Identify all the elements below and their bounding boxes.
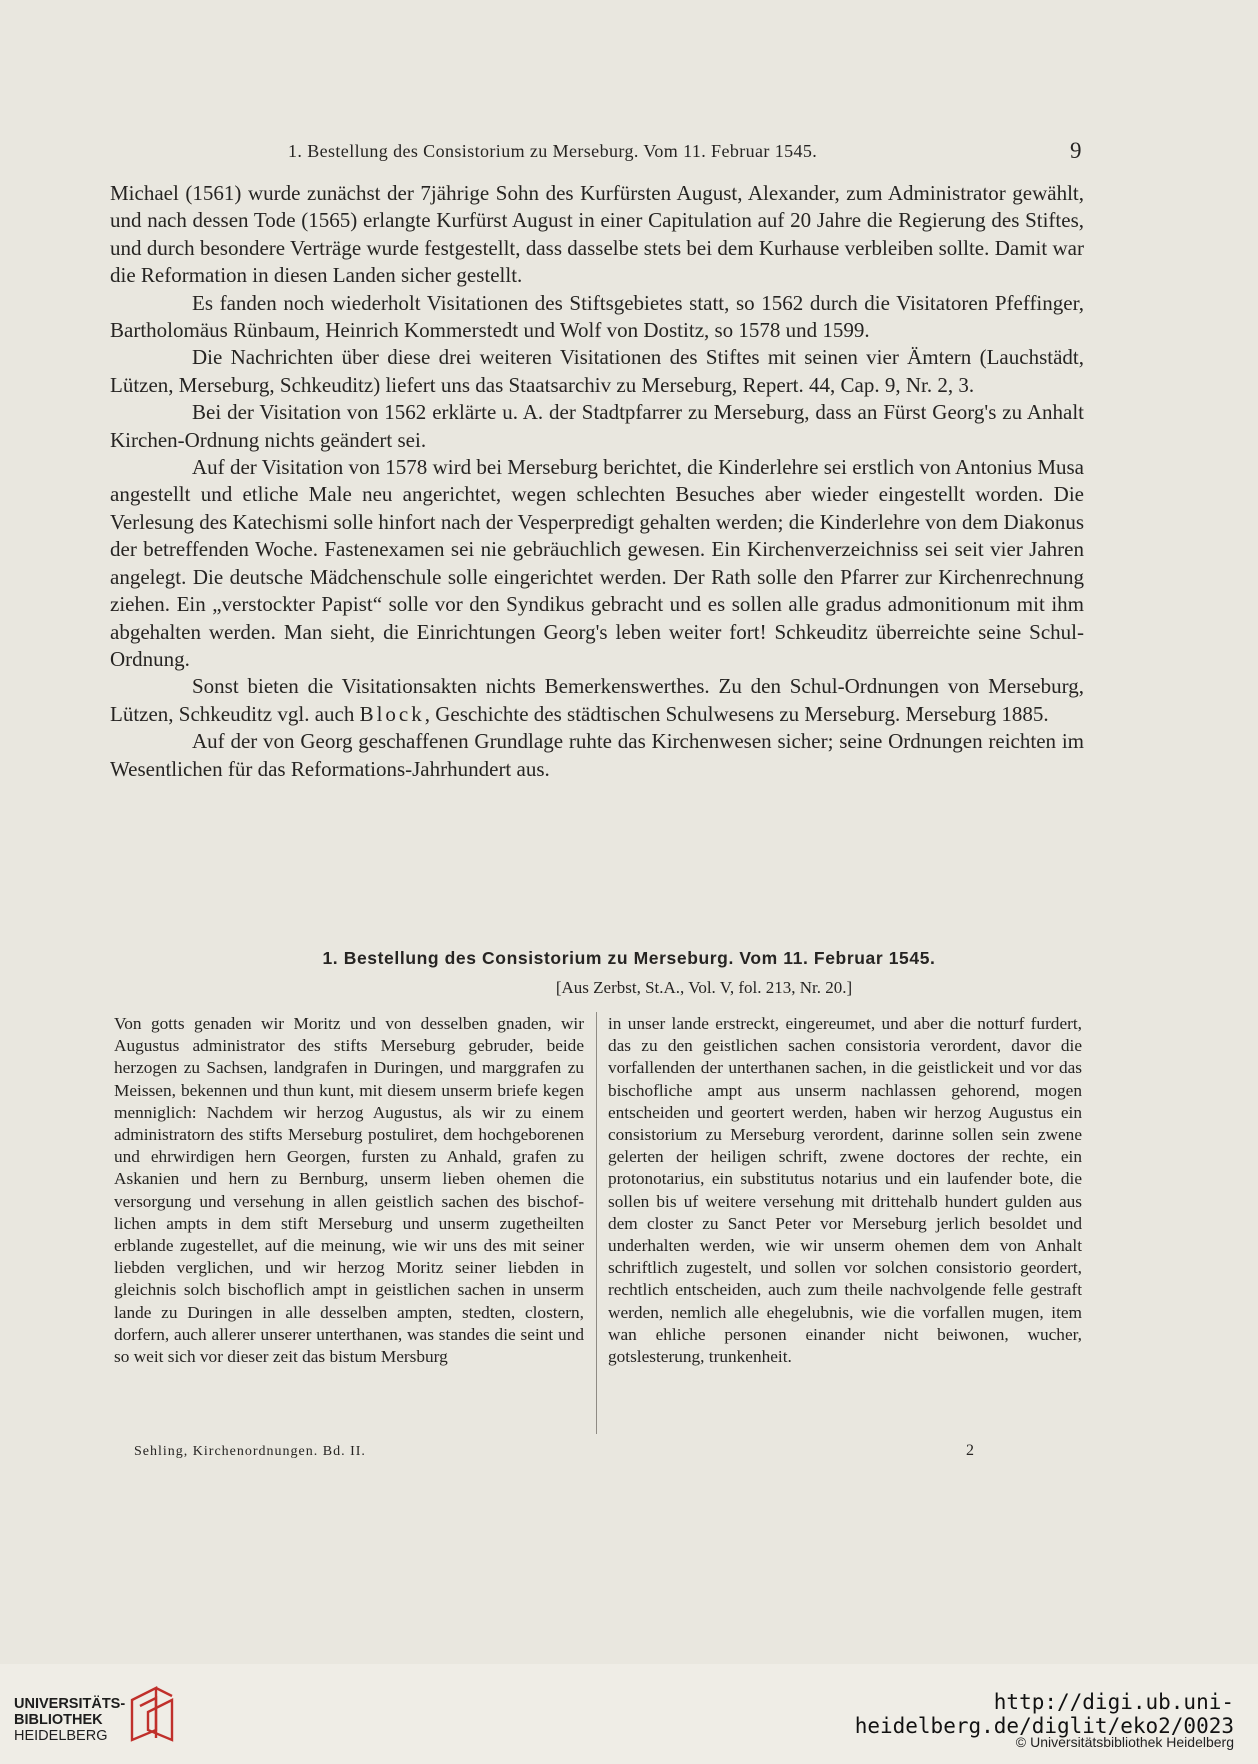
paragraph: Auf der von Georg geschaffenen Grundlage ruhte das Kirchenwesen sicher; seine Ordnungen reichten im Wesentlichen für das Reformations-Jahrhundert aus.: [110, 729, 1084, 781]
column-divider: [596, 1012, 597, 1434]
left-column: [114, 1013, 584, 1368]
logo-line: UNIVERSITÄTS-: [14, 1696, 126, 1712]
paragraph-text: Sonst bieten die Visitationsakten nichts Bemerkenswerthes. Zu den Schul-Ordnungen von Merseburg, Lützen, Schkeuditz vgl. auch: [110, 674, 1084, 726]
copyright-icon: ©: [1015, 1734, 1027, 1750]
section-source: [Aus Zerbst, St.A., Vol. V, fol. 213, Nr. 20.]: [555, 978, 853, 997]
paragraph: [110, 673, 1084, 728]
paragraph-text: , Geschichte des städtischen Schulwesens zu Merseburg. Merseburg 1885.: [424, 701, 1049, 726]
running-head: 1. Bestellung des Consistorium zu Merseburg. Vom 11. Februar 1545.: [288, 141, 818, 161]
library-logo-text: [14, 1696, 125, 1744]
right-column: [608, 1013, 1082, 1368]
paragraph: Die Nachrichten über diese drei weiteren Visitationen des Stiftes mit seinen vier Ämtern (Lauchstädt, Lützen, Merseburg, Schkeuditz) liefert uns das Staatsarchiv zu Merseburg, Repert. 44, Cap. 9, Nr. 2, 3.: [110, 345, 1084, 397]
paragraph: Michael (1561) wurde zunächst der 7jährige Sohn des Kurfürsten August, Alexander, zum Administrator gewählt, und nach dessen Tode (1565) erlangte Kurfürst August in einer Capitulation auf 20 Jahre die Regierung des Stiftes, und durch besondere Verträge wurde festgestellt, dass dasselbe stets bei dem Kurhause verbleiben sollte. Damit war die Reformation in diesen Landen sicher gestellt.: [110, 181, 1084, 288]
paragraph: Es fanden noch wiederholt Visitationen des Stiftsgebietes statt, so 1562 durch die Visitatoren Pfeffinger, Bartholomäus Rünbaum, Heinrich Kommerstedt und Wolf von Dostitz, so 1578 und 1599.: [110, 290, 1084, 343]
body-text: [110, 180, 1084, 783]
author-name: Block: [359, 701, 425, 726]
logo-line: HEIDELBERG: [14, 1728, 108, 1744]
logo-line: BIBLIOTHEK: [14, 1712, 103, 1728]
page-number: 9: [1070, 138, 1082, 163]
section-title: 1. Bestellung des Consistorium zu Merseburg. Vom 11. Februar 1545.: [322, 948, 936, 968]
copyright-notice: [700, 1734, 1234, 1750]
printer-signature: Sehling, Kirchenordnungen. Bd. II.: [134, 1444, 366, 1459]
signature-number: 2: [966, 1442, 974, 1459]
copyright-text: Universitätsbibliothek Heidelberg: [1030, 1734, 1234, 1750]
paragraph: Bei der Visitation von 1562 erklärte u. A. der Stadtpfarrer zu Merseburg, dass an Fürst Georg's zu Anhalt Kirchen-Ordnung nichts geändert sei.: [110, 400, 1084, 452]
paragraph: Auf der Visitation von 1578 wird bei Merseburg berichtet, die Kinderlehre sei erstlich von Antonius Musa angestellt und etliche Male neu angerichtet, wegen schlechten Besuches aber wieder eingestellt worden. Die Verlesung des Katechismi solle hinfort nach der Vesperpredigt gehalten werden; die Kinderlehre von dem Diakonus der betreffenden Woche. Fastenexamen sei nie gebräuchlich gewesen. Ein Kirchenverzeichniss sei seit vier Jahren angelegt. Die deutsche Mädchenschule solle eingerichtet werden. Der Rath solle den Pfarrer zur Kirchenrechnung ziehen. Ein „verstockter Papist“ solle vor den Syndikus gebracht und es sollen alle gradus admonitionum mit ihm abgehalten werden. Man sieht, die Einrichtungen Georg's leben weiter fort! Schkeuditz überreichte seine Schul-Ordnung.: [110, 455, 1084, 671]
column-text: in unser lande erstreckt, eingereumet, und aber die notturf furdert, das zu den geistlichen sachen consistoria verordent, davor die vorfallenden der unterthanen sachen, in die geistlickeit und vor das bischofliche ampt aus unserm nachlassen gehorend, mogen entscheiden und geortert werden, haben wir herzog Augustus ein consistorium zu Merseburg verordent, darinne sollen sein zwene gelerten der heiligen schrift, zwene doctores der rechte, ein protonotarius, ein substitutus notarius und ein laufender bote, die sollen bis uf weitere versehung mit drittehalb hundert gulden aus dem closter zu Sanct Peter vor Merseburg jerlich besoldet und underhalten werden, wie wir unserm ohemen dem von Anhalt schriftlich zugestelt, und sollen vor solchen consistorio geordert, rechtlich entscheiden, auch zum theile nachvolgende felle gestraft werden, nemlich alle ehegelubnis, wie die vorfallen mugen, item wan ehliche personen einander nicht beiwonen, wucher, gotslesterung, trunkenheit.: [608, 1014, 1082, 1367]
column-text: Von gotts genaden wir Moritz und von desselben gnaden, wir Augustus administrator des stifts Merseburg gebruder, beide herzogen zu Sachsen, landgrafen in Duringen, und marggrafen zu Meissen, bekennen und thun kunt, mit diesem unserm briefe kegen menniglich: Nachdem wir herzog Augustus, als wir zu einem administratorn des stifts Merseburg postuliret, dem hochgeborenen und ehrwirdigen hern Georgen, fursten zu Anhald, grafen zu Askanien und hern zu Bernburg, unserm lieben ohemen die versorgung und versehung in allen geistlich sachen des bischoflichen ampts in dem stift Merseburg und unserm zugetheilten erblande zugestellet, auf die meinung, wie wir uns des mit seiner liebden verglichen, und wir herzog Moritz seiner liebden in gleichnis solch bischoflich ampt in geistlichen sachen in unserm lande zu Duringen in alle desselben ampten, stedten, clostern, dorfern, auch allerer unserer unterthanen, was standes die seint und so weit sich vor dieser zeit das bistum Mersburg: [114, 1014, 584, 1367]
page-url-link[interactable]: http://digi.ub.uni-heidelberg.de/diglit/eko2/0023: [854, 1690, 1234, 1738]
library-logo-icon: [126, 1686, 176, 1742]
